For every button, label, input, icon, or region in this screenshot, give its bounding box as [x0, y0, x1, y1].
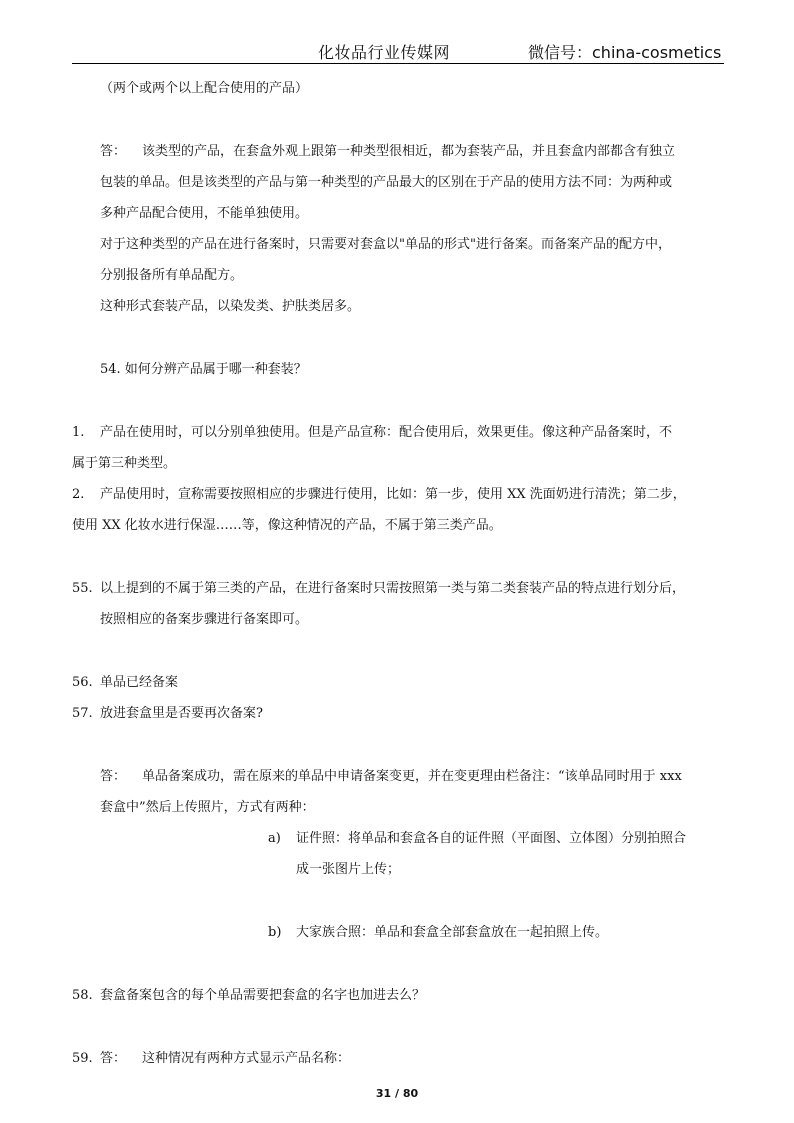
list-number: 1.: [72, 425, 85, 440]
answer-line: 分别报备所有单品配方。: [100, 268, 244, 283]
option-label: b): [268, 925, 282, 940]
answer-label: 答：: [100, 1051, 127, 1066]
answer-line: 该类型的产品，在套盒外观上跟第一种类型很相近，都为套装产品，并且套盒内部都含有独立: [142, 144, 676, 159]
answer-label: 答：: [100, 769, 127, 784]
answer-line: 对于这种类型的产品在进行备案时，只需要对套盒以"单品的形式"进行备案。而备案产品的配方中，: [100, 237, 671, 252]
list-item-line: 产品使用时，宣称需要按照相应的步骤进行使用，比如：第一步，使用 XX 洗面奶进行清洗；第二步，: [100, 487, 686, 502]
answer-label: 答：: [100, 144, 127, 159]
question-number: 59.: [72, 1051, 93, 1066]
answer-line: 这种形式套装产品，以染发类、护肤类居多。: [100, 299, 361, 314]
question-57: 放进套盒里是否要再次备案?: [100, 706, 263, 721]
question-54: 54. 如何分辨产品属于哪一种套装？: [100, 362, 307, 377]
list-number: 2.: [72, 487, 85, 502]
option-line: 大家族合照：单品和套盒全部套盒放在一起拍照上传。: [296, 925, 609, 940]
question-number: 58.: [72, 988, 93, 1003]
intro-text: （两个或两个以上配合使用的产品）: [100, 81, 309, 96]
list-item-line: 属于第三种类型。: [72, 456, 177, 471]
list-item-line: 产品在使用时，可以分别单独使用。但是产品宣称：配合使用后，效果更佳。像这种产品备案时，不: [100, 425, 673, 440]
question-number: 55.: [72, 581, 93, 596]
question-56: 单品已经备案: [100, 675, 179, 690]
option-line: 证件照：将单品和套盒各自的证件照（平面图、立体图）分别拍照合: [296, 831, 687, 846]
question-55-line: 以上提到的不属于第三类的产品，在进行备案时只需按照第一类与第二类套装产品的特点进行划分后，: [100, 581, 686, 596]
page-header: [0, 38, 794, 64]
header-title: 化妆品行业传媒网: [318, 43, 451, 62]
answer-line: 这种情况有两种方式显示产品名称：: [142, 1051, 351, 1066]
answer-line: 包装的单品。但是该类型的产品与第一种类型的产品最大的区别在于产品的使用方法不同：为两种或: [100, 175, 673, 190]
list-item-line: 使用 XX 化妆水进行保湿……等，像这种情况的产品，不属于第三类产品。: [72, 518, 502, 533]
question-number: 56.: [72, 675, 93, 690]
question-number: 57.: [72, 706, 93, 721]
question-55-line: 按照相应的备案步骤进行备案即可。: [100, 612, 309, 627]
option-line: 成一张图片上传；: [296, 862, 401, 877]
header-wechat-id: 微信号：china-cosmetics: [528, 43, 722, 62]
question-58: 套盒备案包含的每个单品需要把套盒的名字也加进去么？: [100, 988, 426, 1003]
header-rule: [72, 63, 724, 64]
answer-line: 套盒中”然后上传照片，方式有两种：: [100, 800, 315, 815]
answer-line: 多种产品配合使用，不能单独使用。: [100, 206, 309, 221]
answer-line: 单品备案成功，需在原来的单品中申请备案变更，并在变更理由栏备注：“该单品同时用于 xxx: [142, 769, 682, 784]
page-number: 31 / 80: [375, 1087, 419, 1100]
option-label: a): [268, 831, 281, 846]
